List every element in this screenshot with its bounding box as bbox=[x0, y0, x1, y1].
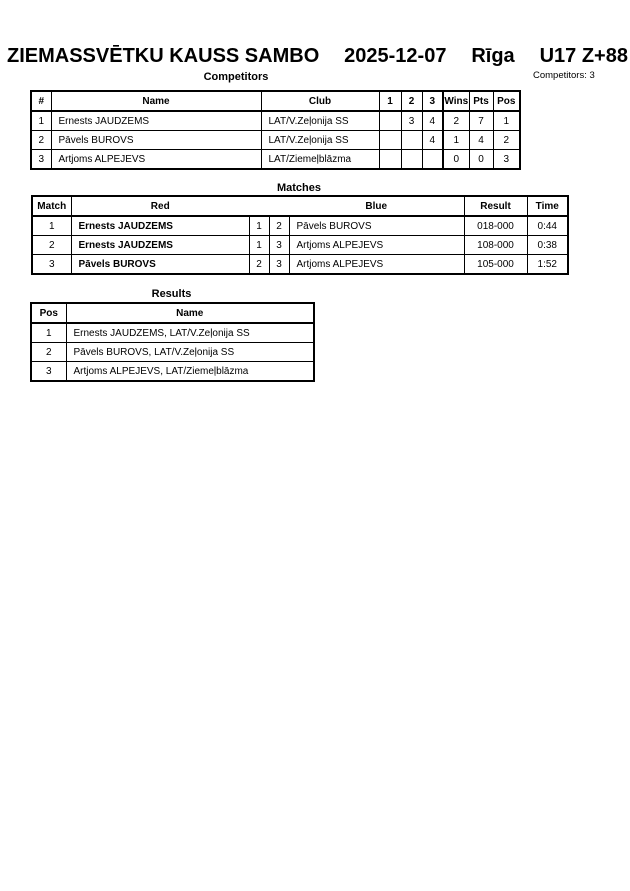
title-tournament: ZIEMASSVĒTKU KAUSS SAMBO bbox=[7, 45, 320, 67]
col-header-time: Time bbox=[527, 196, 568, 216]
results-header-row bbox=[31, 303, 314, 323]
cell-red-num: 1 bbox=[249, 236, 269, 255]
col-header-name: Name bbox=[51, 91, 261, 111]
cell-opp3: 4 bbox=[422, 111, 443, 131]
cell-opp1 bbox=[379, 131, 401, 150]
competitors-count: Competitors: 3 bbox=[533, 70, 595, 81]
col-header-number: # bbox=[31, 91, 51, 111]
cell-match-number: 3 bbox=[32, 255, 71, 275]
results-section-title: Results bbox=[151, 288, 192, 300]
cell-pts: 4 bbox=[469, 131, 493, 150]
cell-opp2 bbox=[401, 131, 422, 150]
cell-match-number: 1 bbox=[32, 216, 71, 236]
matches-header-row bbox=[32, 196, 568, 216]
table-row bbox=[32, 216, 568, 236]
cell-pts: 0 bbox=[469, 150, 493, 170]
cell-blue-num: 3 bbox=[269, 255, 289, 275]
col-header-pos: Pos bbox=[31, 303, 66, 323]
cell-pos: 3 bbox=[31, 362, 66, 382]
cell-number: 1 bbox=[31, 111, 51, 131]
cell-result: 108-000 bbox=[464, 236, 527, 255]
cell-club: LAT/V.Zeļonija SS bbox=[261, 131, 379, 150]
competitors-header-row bbox=[31, 91, 520, 111]
col-header-name: Name bbox=[66, 303, 314, 323]
cell-blue-name: Pāvels BUROVS bbox=[289, 216, 464, 236]
cell-red-name: Pāvels BUROVS bbox=[71, 255, 249, 275]
cell-blue-num: 3 bbox=[269, 236, 289, 255]
col-header-opp2: 2 bbox=[401, 91, 422, 111]
matches-table bbox=[31, 195, 569, 275]
cell-pos: 1 bbox=[31, 323, 66, 343]
cell-red-name: Ernests JAUDZEMS bbox=[71, 216, 249, 236]
cell-blue-name: Artjoms ALPEJEVS bbox=[289, 236, 464, 255]
cell-pos: 1 bbox=[493, 111, 520, 131]
table-row bbox=[31, 362, 314, 382]
cell-wins: 0 bbox=[443, 150, 469, 170]
cell-blue-name: Artjoms ALPEJEVS bbox=[289, 255, 464, 275]
table-row bbox=[31, 111, 520, 131]
table-row bbox=[32, 236, 568, 255]
cell-number: 2 bbox=[31, 131, 51, 150]
cell-opp1 bbox=[379, 111, 401, 131]
cell-pos: 2 bbox=[493, 131, 520, 150]
cell-pos: 2 bbox=[31, 343, 66, 362]
cell-result: 105-000 bbox=[464, 255, 527, 275]
competitors-section-title: Competitors bbox=[203, 71, 269, 83]
cell-name: Artjoms ALPEJEVS, LAT/Ziemeļblāzma bbox=[66, 362, 314, 382]
cell-opp2: 3 bbox=[401, 111, 422, 131]
col-header-blue-num bbox=[269, 196, 289, 216]
cell-blue-num: 2 bbox=[269, 216, 289, 236]
cell-club: LAT/Ziemeļblāzma bbox=[261, 150, 379, 170]
col-header-red: Red bbox=[71, 196, 249, 216]
cell-name: Ernests JAUDZEMS bbox=[51, 111, 261, 131]
cell-club: LAT/V.Zeļonija SS bbox=[261, 111, 379, 131]
cell-red-name: Ernests JAUDZEMS bbox=[71, 236, 249, 255]
cell-time: 0:38 bbox=[527, 236, 568, 255]
table-row bbox=[31, 150, 520, 170]
cell-pts: 7 bbox=[469, 111, 493, 131]
cell-opp2 bbox=[401, 150, 422, 170]
cell-match-number: 2 bbox=[32, 236, 71, 255]
col-header-blue: Blue bbox=[289, 196, 464, 216]
cell-number: 3 bbox=[31, 150, 51, 170]
table-row bbox=[31, 131, 520, 150]
cell-wins: 1 bbox=[443, 131, 469, 150]
title-date: 2025-12-07 bbox=[344, 45, 447, 67]
cell-name: Pāvels BUROVS bbox=[51, 131, 261, 150]
matches-section-title: Matches bbox=[276, 182, 322, 194]
col-header-match: Match bbox=[32, 196, 71, 216]
cell-name: Ernests JAUDZEMS, LAT/V.Zeļonija SS bbox=[66, 323, 314, 343]
table-row bbox=[31, 323, 314, 343]
col-header-red-num bbox=[249, 196, 269, 216]
cell-result: 018-000 bbox=[464, 216, 527, 236]
page-title bbox=[7, 45, 628, 68]
col-header-result: Result bbox=[464, 196, 527, 216]
cell-red-num: 1 bbox=[249, 216, 269, 236]
cell-opp3 bbox=[422, 150, 443, 170]
cell-time: 1:52 bbox=[527, 255, 568, 275]
cell-name: Artjoms ALPEJEVS bbox=[51, 150, 261, 170]
title-city: Rīga bbox=[471, 45, 515, 67]
cell-opp3: 4 bbox=[422, 131, 443, 150]
results-table bbox=[30, 302, 315, 382]
col-header-pos: Pos bbox=[493, 91, 520, 111]
col-header-opp1: 1 bbox=[379, 91, 401, 111]
cell-time: 0:44 bbox=[527, 216, 568, 236]
col-header-club: Club bbox=[261, 91, 379, 111]
title-category: U17 Z+88 bbox=[539, 45, 628, 67]
cell-name: Pāvels BUROVS, LAT/V.Zeļonija SS bbox=[66, 343, 314, 362]
competitors-table bbox=[30, 90, 521, 170]
cell-pos: 3 bbox=[493, 150, 520, 170]
table-row bbox=[31, 343, 314, 362]
cell-wins: 2 bbox=[443, 111, 469, 131]
col-header-pts: Pts bbox=[469, 91, 493, 111]
cell-red-num: 2 bbox=[249, 255, 269, 275]
col-header-wins: Wins bbox=[443, 91, 469, 111]
table-row bbox=[32, 255, 568, 275]
cell-opp1 bbox=[379, 150, 401, 170]
col-header-opp3: 3 bbox=[422, 91, 443, 111]
